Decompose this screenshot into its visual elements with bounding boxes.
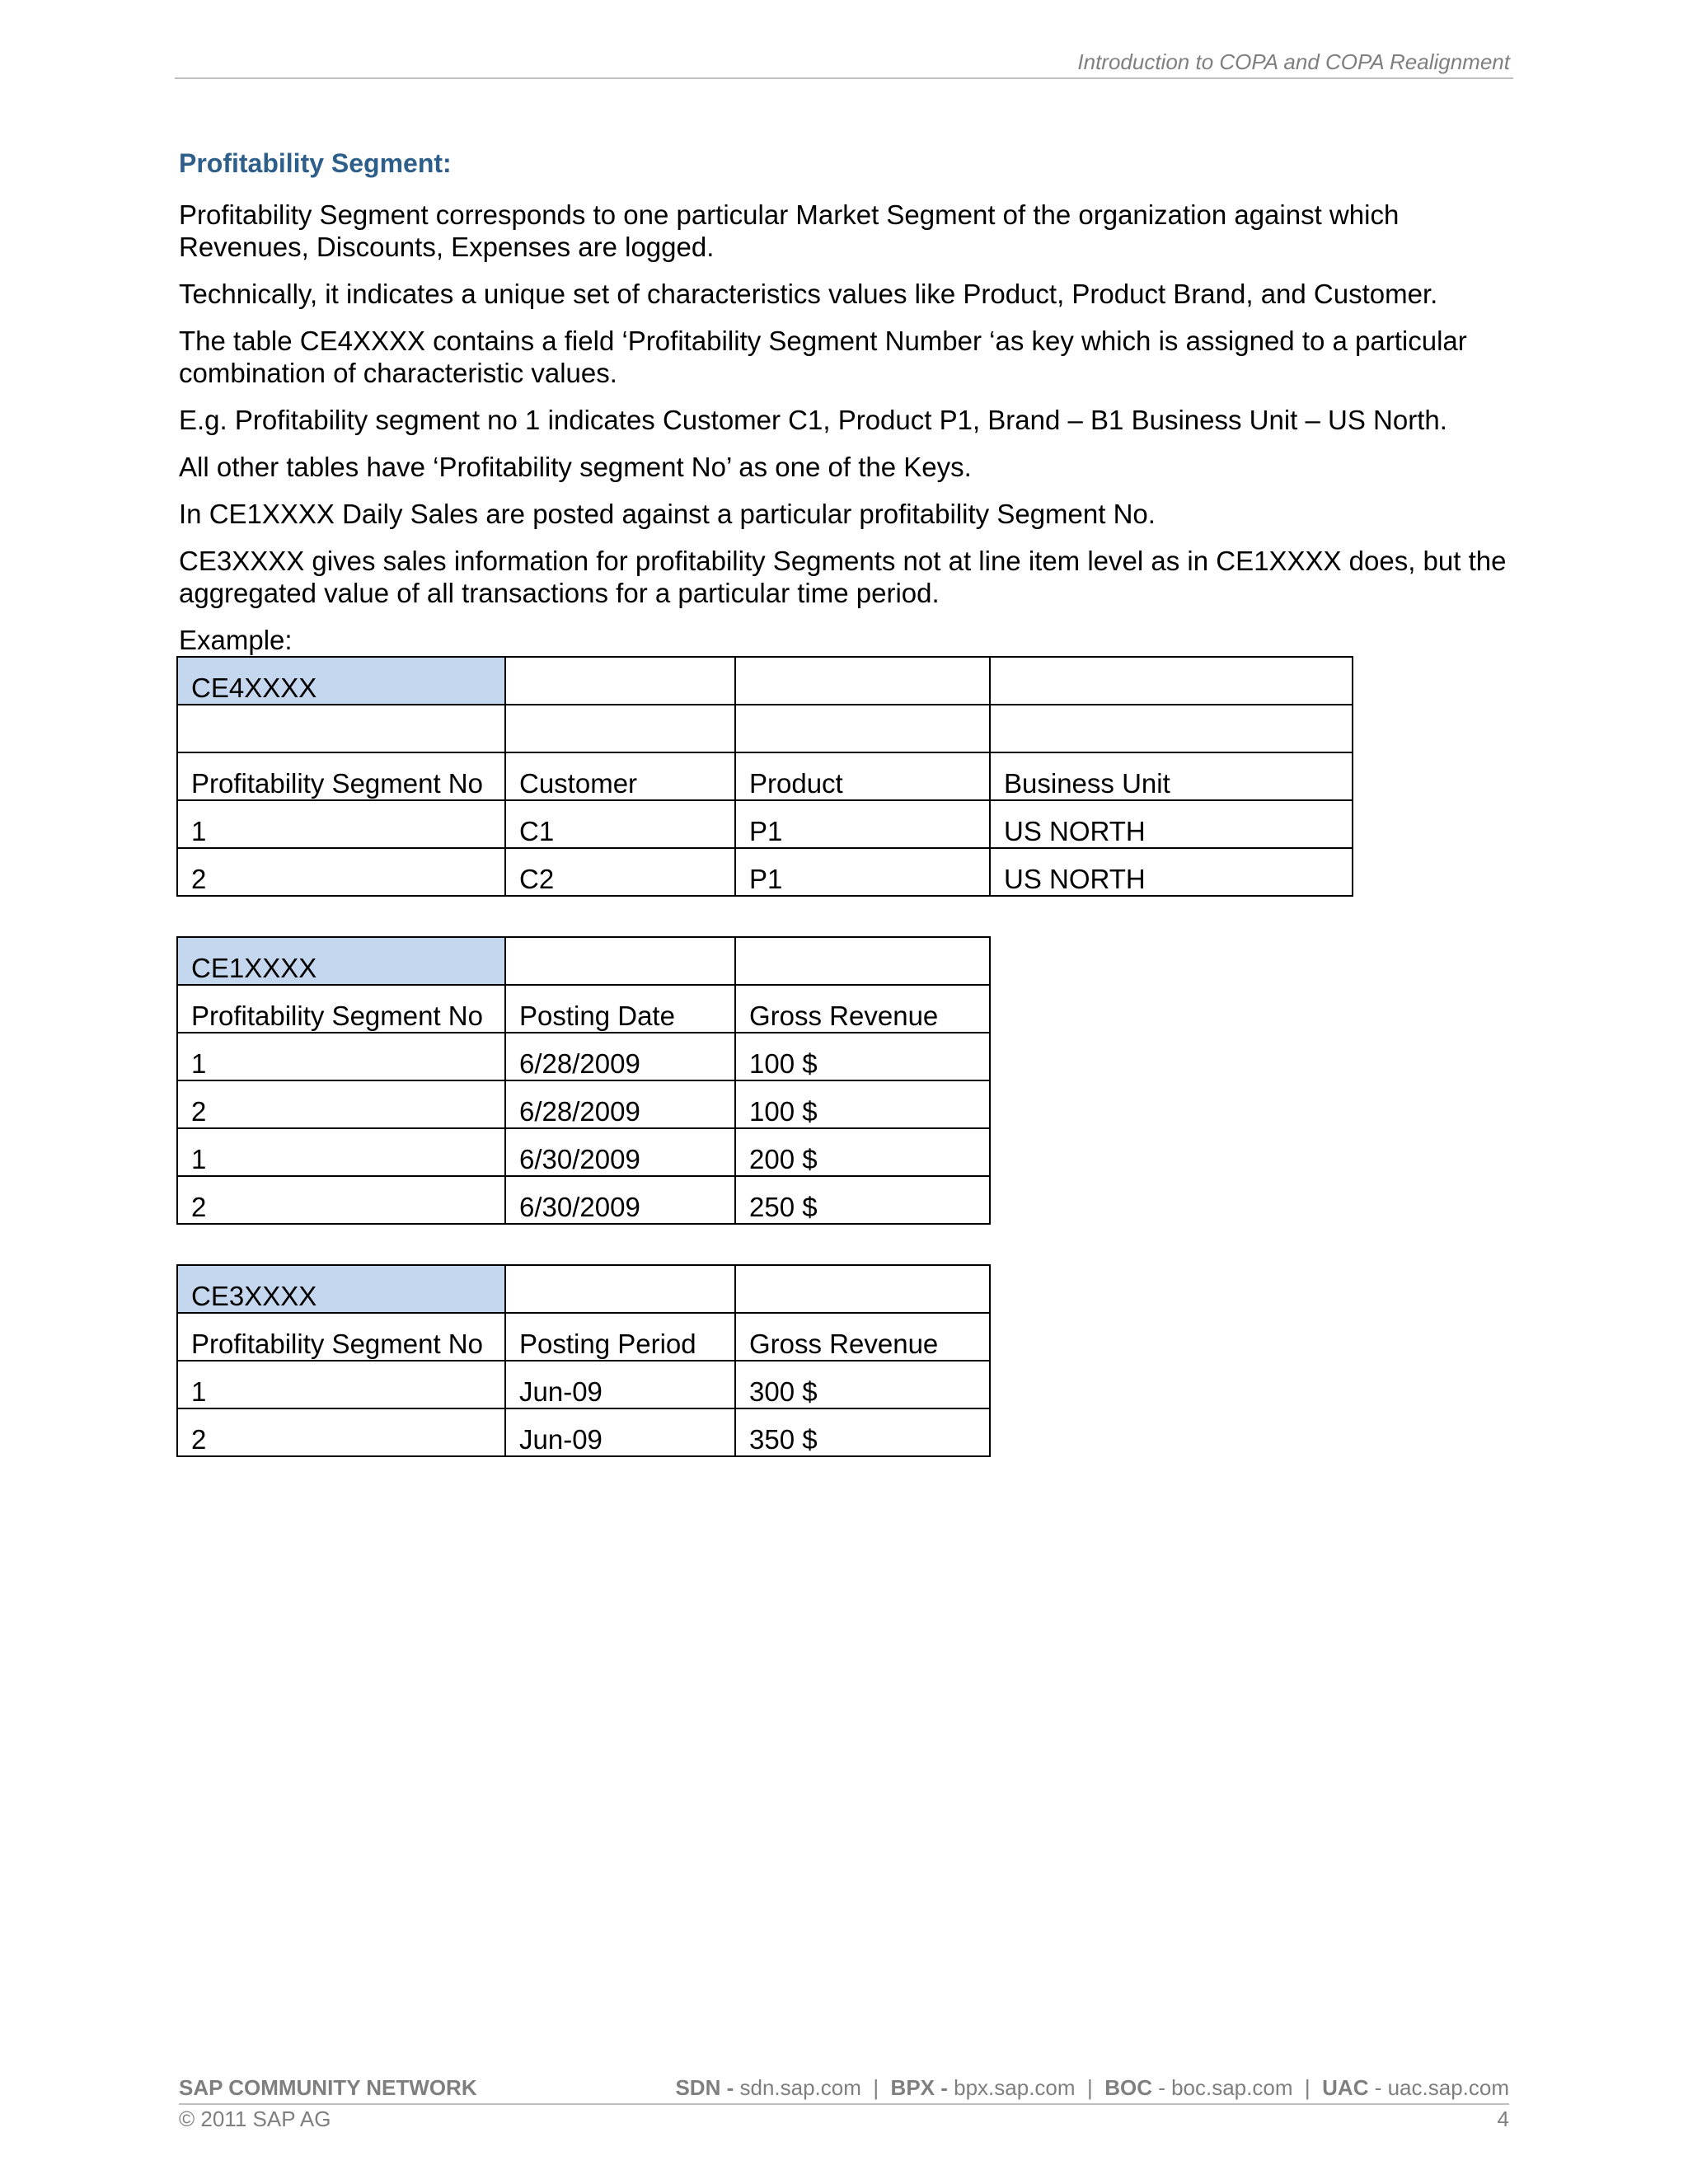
table-cell: 250 $ bbox=[735, 1176, 990, 1224]
document-title: Introduction to COPA and COPA Realignment bbox=[1077, 49, 1510, 74]
table-cell bbox=[735, 937, 990, 985]
document-body bbox=[179, 148, 1514, 1457]
table-cell: US NORTH bbox=[990, 800, 1353, 848]
column-header: Product bbox=[735, 752, 990, 800]
table-header-row bbox=[177, 752, 1353, 800]
table-row bbox=[177, 800, 1353, 848]
paragraph: All other tables have ‘Profitability segment No’ as one of the Keys. bbox=[179, 452, 972, 482]
table-cell: P1 bbox=[735, 848, 990, 896]
table-cell: 1 bbox=[177, 1033, 505, 1080]
column-header: Business Unit bbox=[990, 752, 1353, 800]
page-header bbox=[175, 48, 1513, 79]
example-label: Example: bbox=[179, 625, 293, 655]
column-header: Gross Revenue bbox=[735, 1313, 990, 1361]
table-row bbox=[177, 1033, 990, 1080]
table-cell: 300 $ bbox=[735, 1361, 990, 1408]
table-cell: C1 bbox=[505, 800, 735, 848]
column-header: Profitability Segment No bbox=[177, 985, 505, 1033]
table-cell: 100 $ bbox=[735, 1080, 990, 1128]
table-cell: US NORTH bbox=[990, 848, 1353, 896]
paragraph: E.g. Profitability segment no 1 indicates Customer C1, Product P1, Brand – B1 Business Unit – US North. bbox=[179, 405, 1447, 435]
footer-network: SAP COMMUNITY NETWORK bbox=[179, 2075, 477, 2100]
table-name-cell: CE3XXXX bbox=[177, 1265, 505, 1313]
table-row bbox=[177, 1361, 990, 1408]
footer-link-label: UAC bbox=[1322, 2075, 1369, 2100]
table-title-row bbox=[177, 937, 990, 985]
footer-link-label: BPX bbox=[890, 2075, 935, 2100]
table-header-row bbox=[177, 1313, 990, 1361]
table-row bbox=[177, 1080, 990, 1128]
table-cell: 200 $ bbox=[735, 1128, 990, 1176]
paragraph: The table CE4XXXX contains a field ‘Profitability Segment Number ‘as key which is assigned to a particular combination of characteristic values. bbox=[179, 326, 1467, 388]
column-header: Profitability Segment No bbox=[177, 752, 505, 800]
table-cell: 2 bbox=[177, 1080, 505, 1128]
table-cell bbox=[505, 657, 735, 705]
table-cell: Jun-09 bbox=[505, 1361, 735, 1408]
table-name-cell: CE4XXXX bbox=[177, 657, 505, 705]
footer-link[interactable]: sdn.sap.com bbox=[739, 2075, 861, 2100]
table-cell bbox=[505, 1265, 735, 1313]
table-cell bbox=[177, 705, 505, 752]
paragraph: CE3XXXX gives sales information for profitability Segments not at line item level as in CE1XXXX does, but the aggregated value of all transactions for a particular time period. bbox=[179, 546, 1507, 608]
table-cell: 6/30/2009 bbox=[505, 1176, 735, 1224]
footer-link[interactable]: uac.sap.com bbox=[1387, 2075, 1509, 2100]
paragraph: Profitability Segment corresponds to one particular Market Segment of the organization against which Revenues, Discounts, Expenses are logged. bbox=[179, 199, 1400, 262]
table-row bbox=[177, 848, 1353, 896]
table-cell: 6/30/2009 bbox=[505, 1128, 735, 1176]
table-cell: 1 bbox=[177, 1128, 505, 1176]
table-cell: 100 $ bbox=[735, 1033, 990, 1080]
table-cell bbox=[735, 705, 990, 752]
table-cell: 2 bbox=[177, 1408, 505, 1456]
table-empty-row bbox=[177, 705, 1353, 752]
column-header: Posting Period bbox=[505, 1313, 735, 1361]
column-header: Profitability Segment No bbox=[177, 1313, 505, 1361]
ce1-table bbox=[176, 936, 991, 1225]
paragraph: Technically, it indicates a unique set of characteristics values like Product, Product Brand, and Customer. bbox=[179, 279, 1438, 309]
table-cell: 6/28/2009 bbox=[505, 1033, 735, 1080]
table-cell bbox=[505, 937, 735, 985]
table-row bbox=[177, 1176, 990, 1224]
footer-link[interactable]: boc.sap.com bbox=[1171, 2075, 1293, 2100]
table-cell bbox=[990, 657, 1353, 705]
paragraph: In CE1XXXX Daily Sales are posted against a particular profitability Segment No. bbox=[179, 499, 1156, 529]
table-header-row bbox=[177, 985, 990, 1033]
table-row bbox=[177, 1408, 990, 1456]
table-cell: Jun-09 bbox=[505, 1408, 735, 1456]
footer-bottom bbox=[179, 2107, 1509, 2132]
table-cell: C2 bbox=[505, 848, 735, 896]
footer-links: SDN - sdn.sap.com | BPX - bpx.sap.com | BOC - boc.sap.com | UAC - uac.sap.com bbox=[675, 2075, 1509, 2100]
footer-link-label: SDN bbox=[675, 2075, 721, 2100]
copyright: © 2011 SAP AG bbox=[179, 2107, 331, 2131]
table-cell: 2 bbox=[177, 848, 505, 896]
table-cell: 2 bbox=[177, 1176, 505, 1224]
table-cell bbox=[505, 705, 735, 752]
table-name-cell: CE1XXXX bbox=[177, 937, 505, 985]
table-cell: 6/28/2009 bbox=[505, 1080, 735, 1128]
page-number: 4 bbox=[1497, 2107, 1509, 2131]
section-heading: Profitability Segment: bbox=[179, 148, 452, 178]
table-title-row bbox=[177, 1265, 990, 1313]
ce3-table bbox=[176, 1264, 991, 1457]
column-header: Customer bbox=[505, 752, 735, 800]
table-cell bbox=[990, 705, 1353, 752]
table-cell: 1 bbox=[177, 1361, 505, 1408]
table-title-row bbox=[177, 657, 1353, 705]
table-row bbox=[177, 1128, 990, 1176]
footer-link[interactable]: bpx.sap.com bbox=[954, 2075, 1076, 2100]
column-header: Posting Date bbox=[505, 985, 735, 1033]
table-cell: P1 bbox=[735, 800, 990, 848]
column-header: Gross Revenue bbox=[735, 985, 990, 1033]
table-cell: 350 $ bbox=[735, 1408, 990, 1456]
table-cell bbox=[735, 1265, 990, 1313]
table-cell bbox=[735, 657, 990, 705]
page-footer bbox=[179, 2075, 1509, 2105]
ce4-table bbox=[176, 656, 1353, 897]
footer-link-label: BOC bbox=[1104, 2075, 1152, 2100]
table-cell: 1 bbox=[177, 800, 505, 848]
